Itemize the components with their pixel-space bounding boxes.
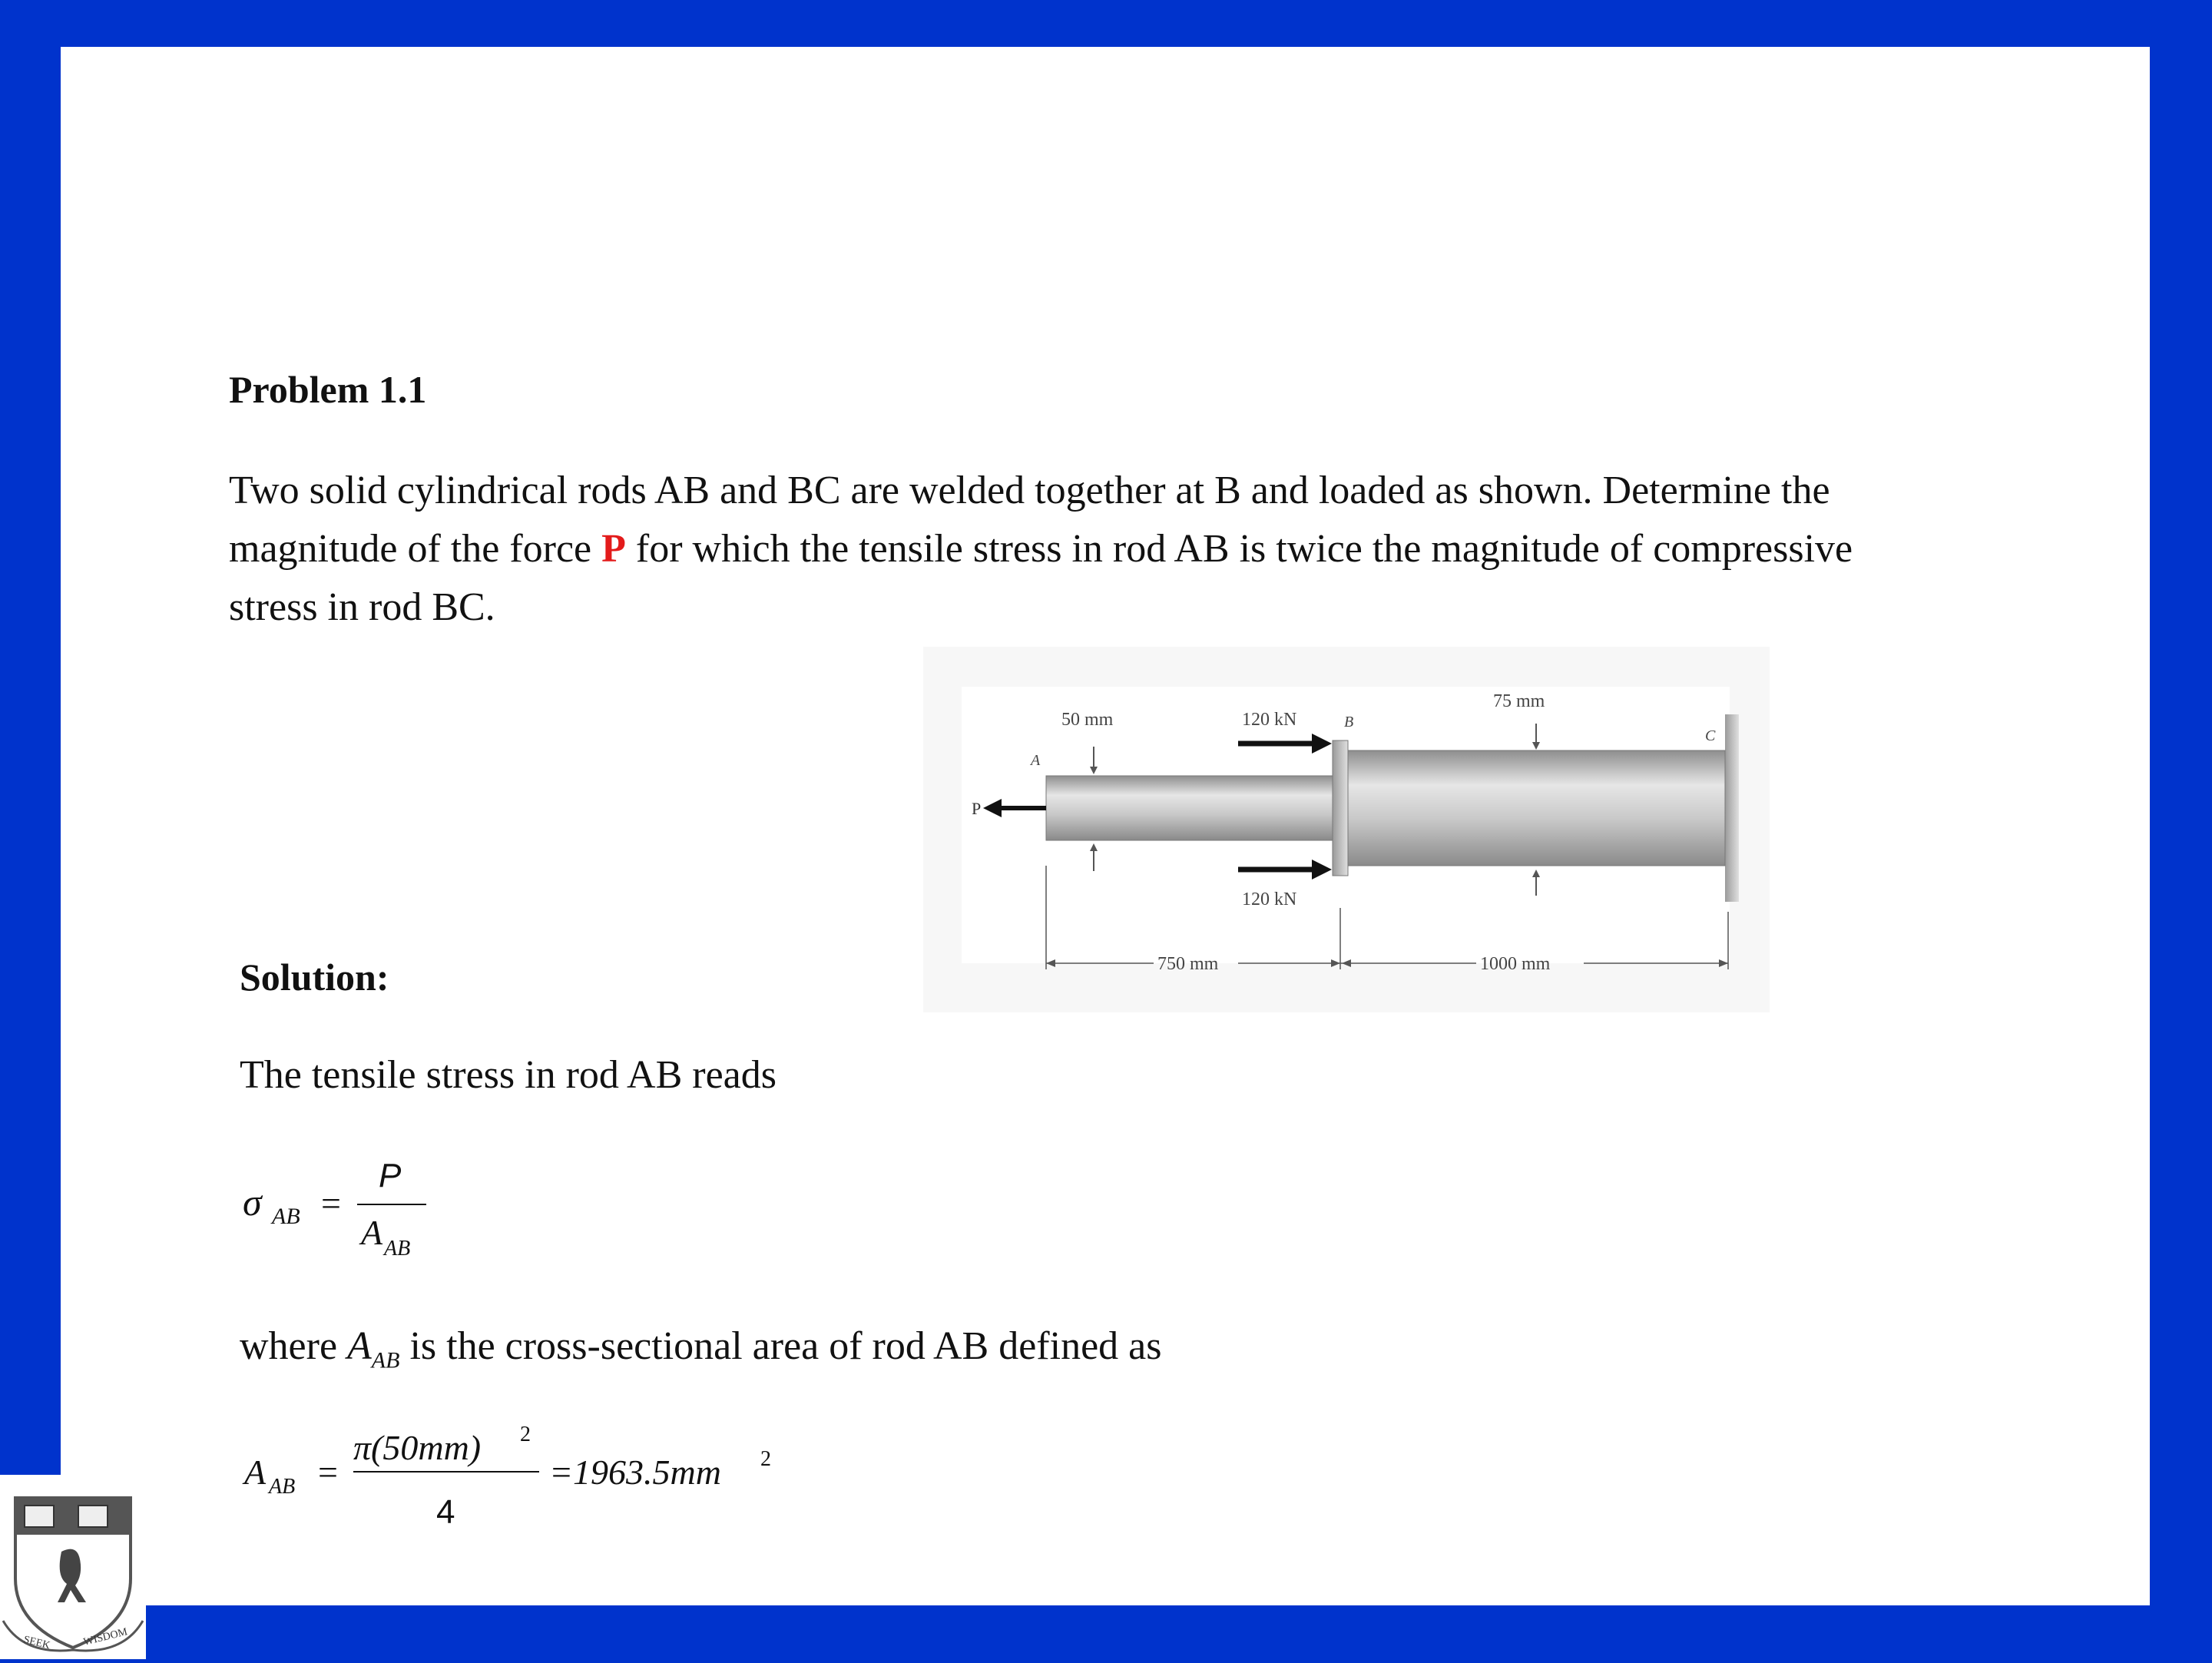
force-symbol-p: P: [601, 527, 626, 571]
label-load-top: 120 kN: [1242, 710, 1297, 730]
length-ab: 750 mm: [1157, 954, 1219, 974]
crest-book-left-icon: [25, 1506, 54, 1527]
eq2-numerator: π(50mm): [353, 1428, 482, 1467]
rod-ab: [1046, 776, 1339, 840]
eq1-sigma: σ: [243, 1181, 262, 1224]
where-prefix: where: [240, 1324, 338, 1368]
problem-statement: [229, 462, 1888, 637]
eq1-numerator: P: [379, 1157, 402, 1194]
where-statement: [240, 1323, 1161, 1373]
problem-text-part2: for which the tensile stress in rod AB is twice the magnitude of compressive stress in rod BC.: [229, 527, 1853, 629]
crest-icon: [0, 1475, 146, 1659]
flange-b: [1333, 740, 1348, 876]
motto-left: SEEK: [22, 1634, 51, 1652]
eq2-result: =1963.5mm: [549, 1453, 721, 1492]
rod-assembly-figure: [923, 647, 1770, 1012]
label-a: A: [1031, 752, 1041, 769]
length-bc: 1000 mm: [1480, 954, 1551, 974]
eq2-lhs: A: [244, 1453, 267, 1492]
problem-text-part1: Two solid cylindrical rods AB and BC are welded together at B and loaded as shown. Determine the magnitude of the force: [229, 469, 1830, 571]
eq2-equals: =: [318, 1453, 338, 1492]
bottom-border-bar: [146, 1605, 2212, 1659]
eq2-result-exp: 2: [760, 1447, 771, 1471]
label-c: C: [1705, 727, 1716, 744]
where-symbol-sub: AB: [371, 1347, 400, 1373]
where-symbol: A: [347, 1324, 372, 1368]
label-load-bottom: 120 kN: [1242, 889, 1297, 909]
where-suffix: is the cross-sectional area of rod AB defined as: [409, 1324, 1162, 1368]
motto-right: WISDOM: [82, 1626, 129, 1648]
label-b: B: [1344, 714, 1354, 730]
eq2-numerator-exp: 2: [520, 1423, 531, 1446]
eq2-lhs-sub: AB: [269, 1475, 296, 1499]
dim-top-left: 50 mm: [1061, 710, 1114, 730]
solution-intro: The tensile stress in rod AB reads: [240, 1053, 777, 1097]
dim-top-right: 75 mm: [1493, 691, 1545, 711]
university-logo: [0, 1475, 146, 1659]
rod-bc: [1348, 750, 1725, 866]
problem-title: Problem 1.1: [229, 368, 427, 411]
wall-c: [1725, 714, 1739, 902]
solution-heading: Solution:: [240, 956, 389, 999]
label-p: P: [972, 799, 982, 818]
eq1-sigma-sub: AB: [272, 1204, 300, 1229]
equation-area-ab: [238, 1413, 806, 1552]
eq1-denominator-sub: AB: [384, 1237, 411, 1261]
eq1-equals: =: [321, 1184, 341, 1223]
eq2-denominator: 4: [436, 1493, 455, 1531]
equation-stress-ab: [238, 1152, 453, 1267]
crest-book-right-icon: [78, 1506, 108, 1527]
eq1-denominator: A: [361, 1213, 383, 1252]
